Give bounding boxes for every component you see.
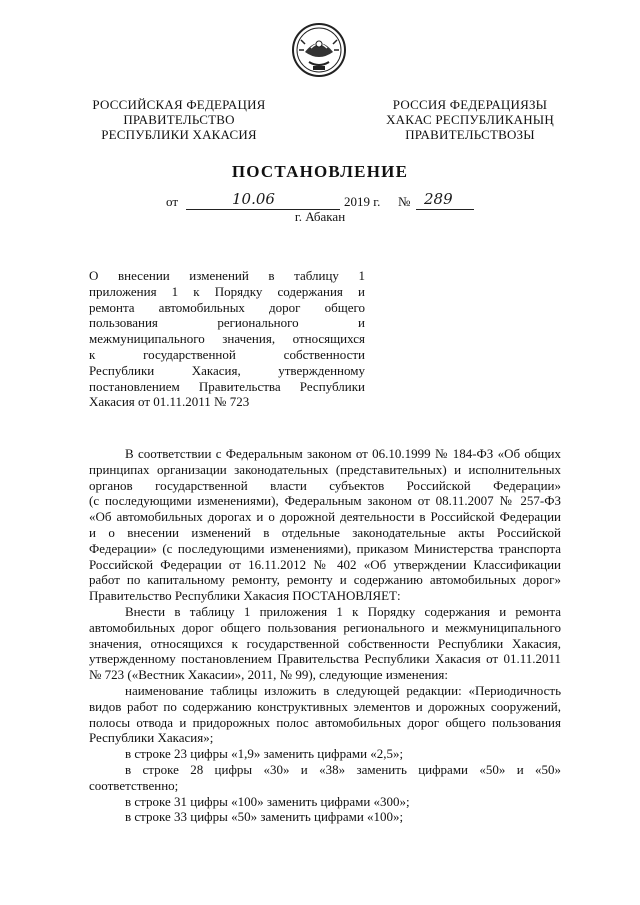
header-right-line: ХАКАС РЕСПУБЛИКАНЫҢ <box>386 112 554 127</box>
header-right-line: РОССИЯ ФЕДЕРАЦИЯЗЫ <box>392 97 548 112</box>
body-line: в строке 23 цифры «1,9» заменить цифрами «2,5»; <box>125 746 404 762</box>
subject-line: пользования регионального и <box>89 315 365 331</box>
body-line: значения, относящихся к государственной собственности Республики Хакасия, <box>89 635 561 651</box>
body-line: В соответствии с Федеральным законом от 06.10.1999 № 184-ФЗ «Об общих <box>125 446 561 461</box>
body-line: Правительство Республики Хакасия ПОСТАНОВЛЯЕТ: <box>89 588 401 604</box>
header-left-block <box>80 97 278 142</box>
header-left-line: РЕСПУБЛИКИ ХАКАСИЯ <box>101 127 257 142</box>
body-line: автомобильных дорог общего пользования регионального и межмуниципального <box>89 619 561 635</box>
body-line: полосы отвода и придорожных полос автомобильных дорог общего пользования <box>89 714 561 730</box>
date-prefix: от <box>166 194 179 209</box>
subject-line: ремонта автомобильных дорог общего <box>89 299 365 315</box>
body-line: соответственно; <box>89 777 179 793</box>
document-body <box>89 446 561 825</box>
body-line: работ по капитальному ремонту, ремонту и содержанию автомобильных дорог» <box>89 572 561 588</box>
body-line: Российской Федерации от 16.11.2012 № 402 «Об утверждении Классификации <box>89 556 561 572</box>
body-line: (с последующими изменениями), Федеральным законом от 08.11.2007 № 257-ФЗ <box>89 493 561 509</box>
year-label: 2019 г. <box>344 194 381 209</box>
header-left-line: ПРАВИТЕЛЬСТВО <box>123 112 235 127</box>
body-line: Внести в таблицу 1 приложения 1 к Порядку содержания и ремонта <box>125 603 561 619</box>
body-line: органов государственной власти субъектов Российской Федерации» <box>89 477 561 493</box>
body-line: Федерации» (с последующими изменениями), приказом Министерства транспорта <box>89 540 561 556</box>
subject-line: Хакасия от 01.11.2011 № 723 <box>89 394 250 410</box>
body-line: «Об автомобильных дорогах и о дорожной деятельности в Российской Федерации <box>89 509 561 525</box>
city-label: г. Абакан <box>294 209 346 224</box>
header-left-line: РОССИЙСКАЯ ФЕДЕРАЦИЯ <box>92 97 266 112</box>
document-title: ПОСТАНОВЛЕНИЕ <box>231 162 409 181</box>
subject-line: межмуниципального значения, относящихся <box>89 331 365 347</box>
subject-line: О внесении изменений в таблицу 1 <box>89 268 365 283</box>
header-right-line: ПРАВИТЕЛЬСТВОЗЫ <box>405 127 535 142</box>
body-line: в строке 28 цифры «30» и «38» заменить цифрами «50» и «50» <box>125 761 561 777</box>
body-line: и о внесении изменений в отдельные законодательные акты Российской <box>89 524 561 540</box>
subject-line: к государственной собственности <box>89 346 365 362</box>
body-line: № 723 («Вестник Хакасии», 2011, № 99), следующие изменения: <box>89 667 448 683</box>
subject-line: приложения 1 к Порядку содержания и <box>89 283 365 299</box>
body-line: принципах организации законодательных (представительных) и исполнительных <box>89 461 561 477</box>
body-line: наименование таблицы изложить в следующей редакции: «Периодичность <box>125 682 561 698</box>
body-line: Республики Хакасия»; <box>89 730 214 746</box>
coat-of-arms-emblem <box>291 22 347 78</box>
header-right-block <box>372 97 568 142</box>
handwritten-date: 10.06 <box>232 190 275 208</box>
subject-line: постановлением Правительства Республики <box>89 378 365 394</box>
body-line: в строке 31 цифры «100» заменить цифрами «300»; <box>125 793 410 809</box>
number-sign: № <box>398 194 411 209</box>
body-line: в строке 33 цифры «50» заменить цифрами «100»; <box>125 809 404 825</box>
subject-line: Республики Хакасия, утвержденному <box>89 362 365 378</box>
subject-block <box>89 268 365 410</box>
handwritten-number: 289 <box>424 190 453 208</box>
body-line: утвержденному постановлением Правительства Республики Хакасия от 01.11.2011 <box>89 651 561 667</box>
body-line: видов работ по содержанию конструктивных элементов и дорожных сооружений, <box>89 698 561 714</box>
